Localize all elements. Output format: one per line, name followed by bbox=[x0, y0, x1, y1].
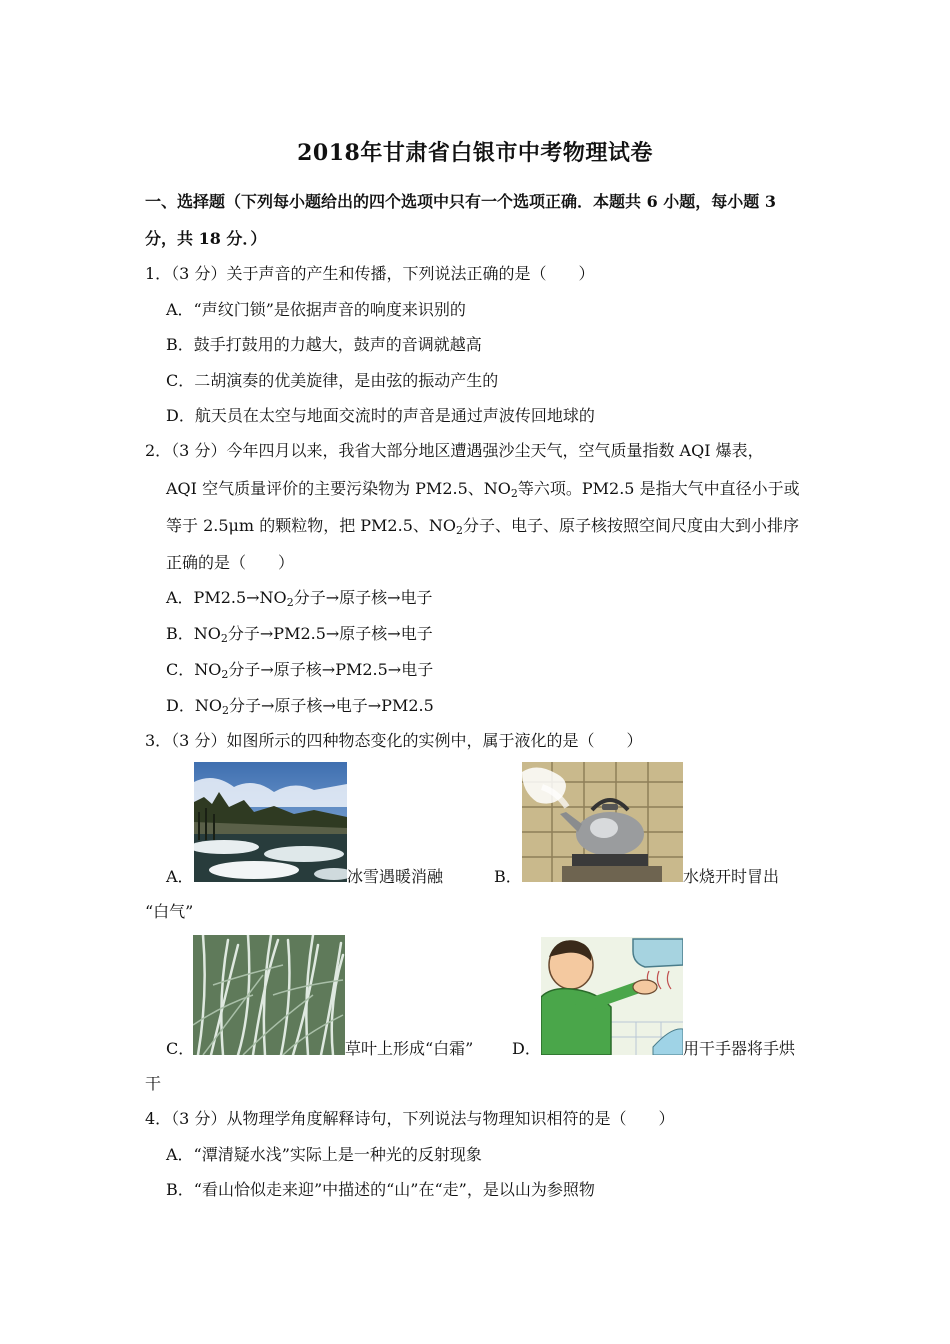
question-1-stem: 1．（3 分）关于声音的产生和传播，下列说法正确的是（ ） bbox=[145, 264, 595, 283]
frosted-grass-image bbox=[193, 935, 345, 1055]
option-d-part1: D．NO bbox=[166, 696, 222, 715]
question-2-stem-line3 bbox=[166, 516, 799, 536]
melting-snow-image bbox=[194, 762, 347, 882]
question-1-option-c: C．二胡演奏的优美旋律，是由弦的振动产生的 bbox=[166, 371, 499, 390]
question-2-stem-line1: 2．（3 分）今年四月以来，我省大部分地区遭遇强沙尘天气，空气质量指数 AQI 爆表， bbox=[145, 441, 764, 460]
question-3-option-d-wrap: 干 bbox=[145, 1074, 162, 1093]
question-2-stem-line2-part2: 等六项。PM2.5 是指大气中直径小于或 bbox=[517, 479, 800, 498]
question-3-option-b-letter: B． bbox=[494, 867, 522, 886]
question-2-option-c bbox=[166, 660, 433, 680]
question-2-stem-line3-part1: 等于 2.5μm 的颗粒物，把 PM2.5、NO bbox=[166, 516, 456, 535]
question-4-option-b: B．“看山恰似走来迎”中描述的“山”在“走”，是以山为参照物 bbox=[166, 1180, 595, 1199]
question-2-stem-line4: 正确的是（ ） bbox=[166, 553, 295, 572]
question-2-stem-line2-part1: AQI 空气质量评价的主要污染物为 PM2.5、NO bbox=[166, 479, 511, 498]
question-2-stem-line2 bbox=[166, 479, 800, 499]
question-1-option-d: D．航天员在太空与地面交流时的声音是通过声波传回地球的 bbox=[166, 406, 595, 425]
question-3-option-b-wrap: “白气” bbox=[145, 902, 194, 921]
subscript-2: 2 bbox=[510, 487, 518, 500]
option-a-part2: 分子→原子核→电子 bbox=[293, 588, 433, 607]
question-3-option-d-letter: D． bbox=[512, 1039, 541, 1058]
question-2-option-b bbox=[166, 624, 433, 644]
subscript-2: 2 bbox=[220, 632, 228, 645]
boiling-kettle-image bbox=[522, 762, 683, 882]
subscript-2: 2 bbox=[456, 524, 463, 537]
subscript-2: 2 bbox=[286, 596, 294, 609]
section-header-line2: 分，共 18 分．） bbox=[145, 229, 267, 248]
question-3-option-c-text: 草叶上形成“白霜” bbox=[345, 1039, 474, 1058]
question-3-option-c-letter: C． bbox=[166, 1039, 195, 1058]
hand-dryer-image bbox=[541, 937, 683, 1055]
option-c-part2: 分子→原子核→PM2.5→电子 bbox=[228, 660, 434, 679]
option-a-part1: A．PM2.5→NO bbox=[166, 588, 287, 607]
question-2-stem-line3-part2: 分子、电子、原子核按照空间尺度由大到小排序 bbox=[463, 516, 800, 535]
question-3-option-a-text: 冰雪遇暖消融 bbox=[347, 867, 444, 886]
subscript-2: 2 bbox=[221, 704, 229, 717]
question-1-option-a: A．“声纹门锁”是依据声音的响度来识别的 bbox=[166, 300, 466, 319]
question-2-option-d bbox=[166, 696, 434, 716]
question-3-stem: 3．（3 分）如图所示的四种物态变化的实例中，属于液化的是（ ） bbox=[145, 731, 643, 750]
question-4-option-a: A．“潭清疑水浅”实际上是一种光的反射现象 bbox=[166, 1145, 482, 1164]
question-2-option-a bbox=[166, 588, 433, 608]
question-3-option-d-text: 用干手器将手烘 bbox=[683, 1039, 796, 1058]
section-header-line1: 一、选择题（下列每小题给出的四个选项中只有一个选项正确．本题共 6 小题，每小题 3 bbox=[145, 192, 776, 211]
page-title: 2018年甘肃省白银市中考物理试卷 bbox=[297, 140, 653, 166]
subscript-2: 2 bbox=[221, 668, 229, 681]
option-d-part2: 分子→原子核→电子→PM2.5 bbox=[228, 696, 434, 715]
question-3-option-a-letter: A． bbox=[166, 867, 194, 886]
option-b-part2: 分子→PM2.5→原子核→电子 bbox=[227, 624, 433, 643]
question-1-option-b: B．鼓手打鼓用的力越大，鼓声的音调就越高 bbox=[166, 335, 482, 354]
question-4-stem: 4．（3 分）从物理学角度解释诗句，下列说法与物理知识相符的是（ ） bbox=[145, 1109, 675, 1128]
option-c-part1: C．NO bbox=[166, 660, 222, 679]
option-b-part1: B．NO bbox=[166, 624, 221, 643]
question-3-option-b-text: 水烧开时冒出 bbox=[683, 867, 780, 886]
